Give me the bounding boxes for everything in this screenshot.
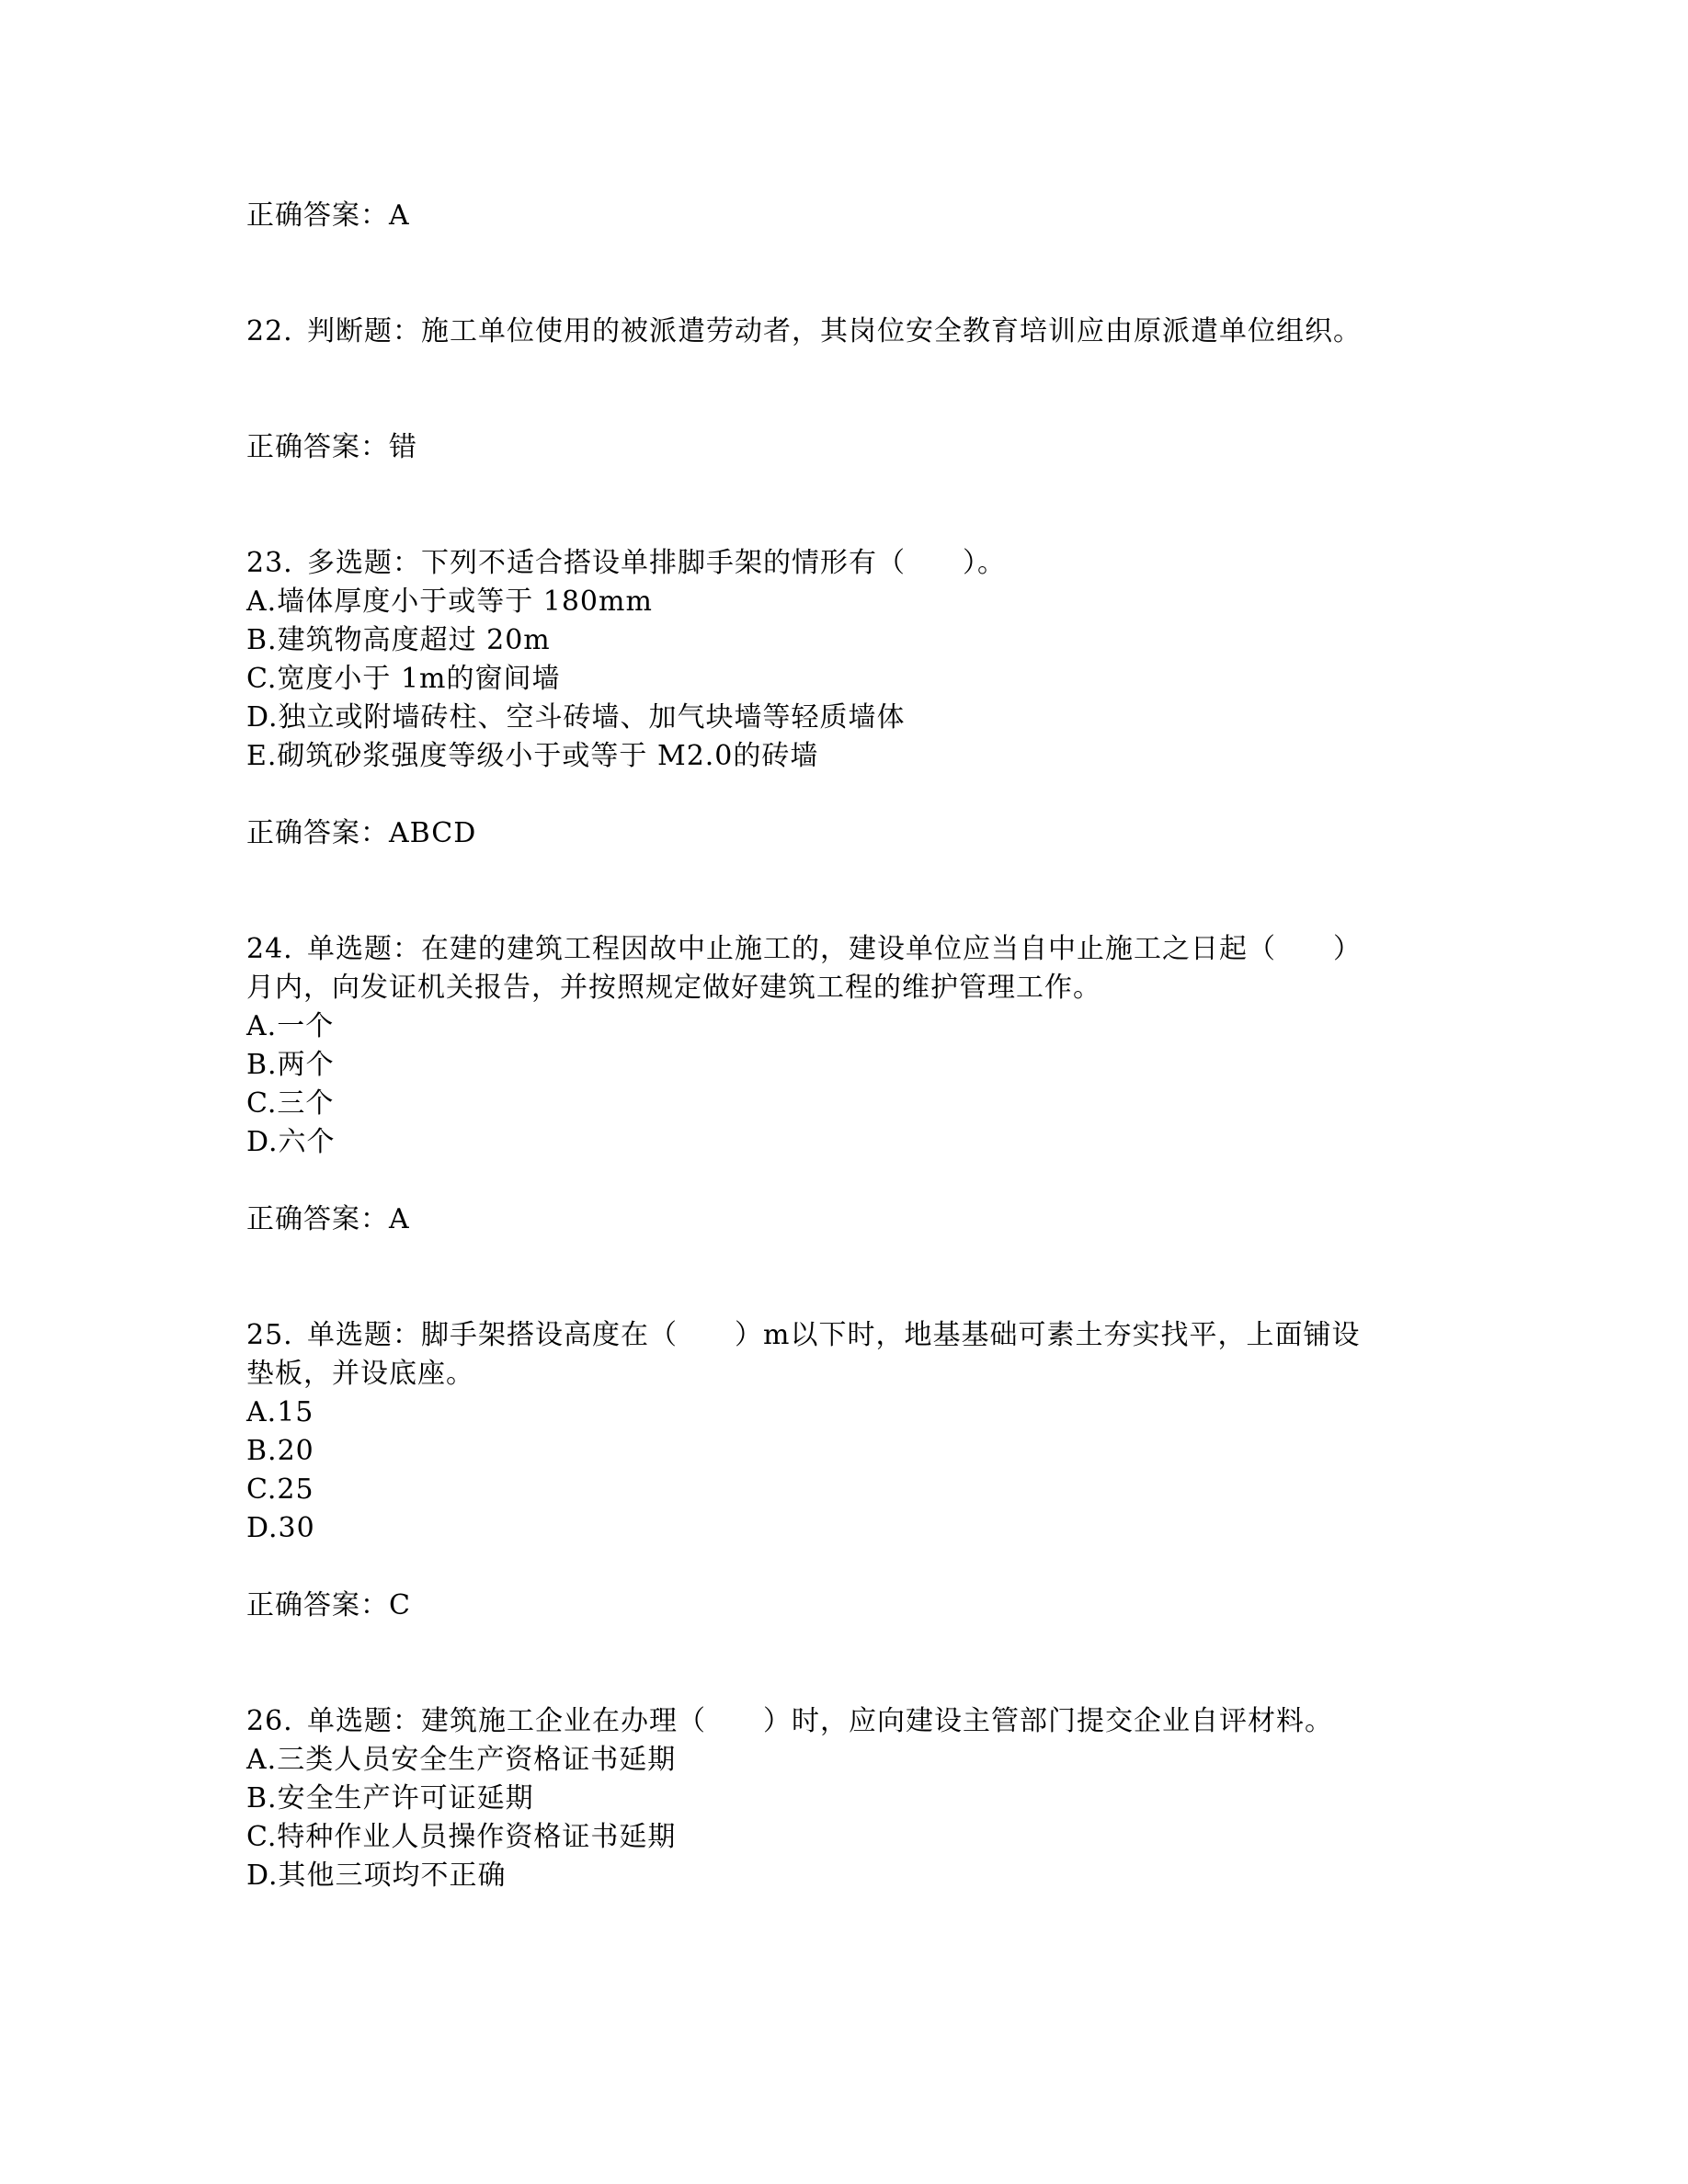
- answer-label: 正确答案：: [246, 199, 389, 232]
- answer-value: 错: [389, 431, 417, 463]
- option-b: B.建筑物高度超过 20m: [246, 624, 551, 656]
- option-a: A.三类人员安全生产资格证书延期: [246, 1744, 677, 1776]
- answer-label: 正确答案：: [246, 817, 389, 849]
- answer-value: ABCD: [389, 817, 477, 849]
- question-25-stem-line-2: 垫板，并设底座。: [246, 1358, 474, 1390]
- question-type: 判断题：: [307, 315, 421, 347]
- question-number: 24.: [246, 933, 293, 965]
- option-d: D.其他三项均不正确: [246, 1860, 507, 1892]
- option-c: C.宽度小于 1m的窗间墙: [246, 663, 561, 695]
- option-b: B.两个: [246, 1049, 335, 1081]
- answer-value: A: [389, 199, 410, 232]
- option-c: C.三个: [246, 1087, 335, 1120]
- question-type: 多选题：: [307, 547, 421, 579]
- answer-value: C: [389, 1589, 411, 1621]
- option-e: E.砌筑砂浆强度等级小于或等于 M2.0的砖墙: [246, 740, 819, 772]
- answer-line: [246, 814, 476, 853]
- answer-line: [246, 1200, 410, 1239]
- question-23-stem-line-1: [246, 544, 1006, 583]
- option-d: D.独立或附墙砖柱、空斗砖墙、加气块墙等轻质墙体: [246, 701, 906, 734]
- question-25-stem-line-1: [246, 1316, 1360, 1355]
- answer-line: [246, 197, 410, 235]
- question-24-stem-line-1: [246, 930, 1362, 969]
- answer-line: [246, 1587, 411, 1625]
- option-a: A.15: [246, 1396, 314, 1428]
- question-type: 单选题：: [307, 1705, 421, 1737]
- question-stem: 脚手架搭设高度在（ ）m以下时，地基基础可素土夯实找平，上面铺设: [421, 1319, 1361, 1351]
- answer-line: [246, 428, 417, 467]
- question-stem: 施工单位使用的被派遣劳动者，其岗位安全教育培训应由原派遣单位组织。: [421, 315, 1362, 347]
- option-a: A.墙体厚度小于或等于 180mm: [246, 586, 653, 618]
- question-26-stem-line-1: [246, 1702, 1333, 1741]
- question-number: 26.: [246, 1705, 293, 1737]
- question-number: 23.: [246, 547, 293, 579]
- question-stem: 下列不适合搭设单排脚手架的情形有（ ）。: [421, 547, 1006, 579]
- question-type: 单选题：: [307, 1319, 421, 1351]
- answer-value: A: [389, 1203, 410, 1235]
- answer-label: 正确答案：: [246, 1589, 389, 1621]
- answer-label: 正确答案：: [246, 1203, 389, 1235]
- question-stem: 建筑施工企业在办理（ ）时，应向建设主管部门提交企业自评材料。: [421, 1705, 1333, 1737]
- question-22-stem-line-1: [246, 313, 1362, 351]
- option-b: B.20: [246, 1435, 314, 1467]
- question-number: 22.: [246, 315, 293, 347]
- option-c: C.特种作业人员操作资格证书延期: [246, 1821, 677, 1853]
- option-a: A.一个: [246, 1010, 335, 1042]
- option-d: D.30: [246, 1512, 315, 1544]
- question-number: 25.: [246, 1319, 293, 1351]
- option-d: D.六个: [246, 1126, 336, 1158]
- answer-label: 正确答案：: [246, 431, 389, 463]
- question-stem: 在建的建筑工程因故中止施工的，建设单位应当自中止施工之日起（ ）: [421, 933, 1362, 965]
- option-b: B.安全生产许可证延期: [246, 1782, 534, 1814]
- option-c: C.25: [246, 1473, 314, 1506]
- question-24-stem-line-2: 月内，向发证机关报告，并按照规定做好建筑工程的维护管理工作。: [246, 972, 1101, 1004]
- question-type: 单选题：: [307, 933, 421, 965]
